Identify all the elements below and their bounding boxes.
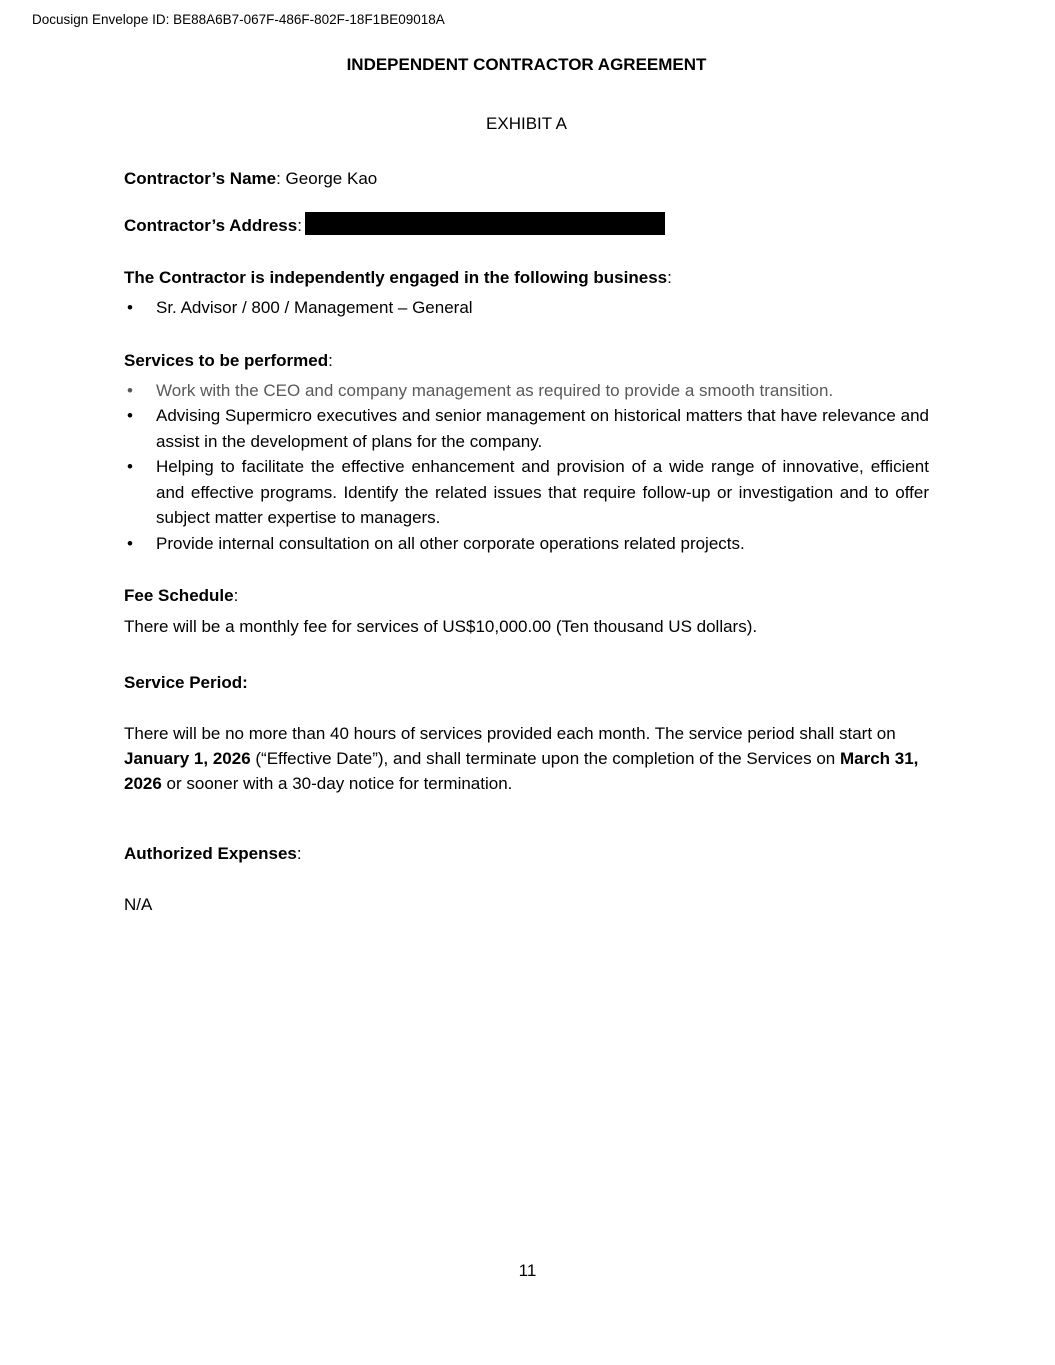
services-heading [124,348,929,373]
business-item-text: Sr. Advisor / 800 / Management – General [156,298,473,317]
redaction-bar [305,212,665,235]
contractor-address-line [124,212,929,238]
list-item [124,378,929,404]
authorized-expenses-label: Authorized Expenses [124,844,297,863]
fee-schedule-label: Fee Schedule [124,586,234,605]
contractor-name-value: : George Kao [276,169,378,188]
contractor-name-label: Contractor’s Name [124,169,277,188]
services-list [124,378,929,557]
service-period-text-part: (“Effective Date”), and shall terminate upon the completion of the Services on [250,749,840,768]
services-heading-label: Services to be performed [124,350,329,370]
list-item [124,295,929,321]
document-title: INDEPENDENT CONTRACTOR AGREEMENT [346,55,707,74]
service-period-label: Service Period: [124,673,248,692]
service-item-text: Helping to facilitate the effective enhancement and provision of a wide range of innovative, efficient and effective programs. Identify the related issues that require follow-up or investigation and to offer subject matter expertise to managers. [156,457,929,527]
contractor-address-label: Contractor’s Address [124,216,298,235]
service-period-heading [124,670,929,695]
service-item-text: Work with the CEO and company management as required to provide a smooth transition. [156,380,834,400]
service-item-text: Advising Supermicro executives and senior management on historical matters that have relevance and assist in the development of plans for the company. [156,406,929,451]
authorized-expenses-heading [124,841,929,866]
exhibit-heading: EXHIBIT A [486,114,567,133]
service-period-paragraph [124,721,929,796]
business-heading-colon: : [667,268,672,287]
termination-date-value: March 31, 2026 [124,749,919,793]
service-period-text-part: or sooner with a 30-day notice for termination. [161,774,513,793]
services-heading-colon: : [328,350,333,370]
fee-schedule-colon: : [233,586,239,605]
service-period-text-part: There will be no more than 40 hours of services provided each month. The service period shall start on [124,724,896,743]
business-list [124,295,929,321]
business-heading-label: The Contractor is independently engaged in the following business [124,268,668,287]
list-item [124,531,929,557]
list-item [124,403,929,454]
contractor-address-colon: : [297,216,302,235]
docusign-envelope-id: Docusign Envelope ID: BE88A6B7-067F-486F-802F-18F1BE09018A [32,12,445,27]
list-item [124,454,929,531]
authorized-expenses-colon: : [296,844,302,863]
contractor-name-line [124,166,929,191]
service-item-text: Provide internal consultation on all other corporate operations related projects. [156,533,745,553]
fee-schedule-text: There will be a monthly fee for services of US$10,000.00 (Ten thousand US dollars). [124,617,758,636]
document-content [0,52,1055,917]
effective-date-value: January 1, 2026 [124,749,251,768]
page-number: 11 [518,1261,537,1280]
fee-schedule-heading [124,583,929,608]
business-heading [124,265,929,290]
authorized-expenses-value: N/A [124,895,153,914]
